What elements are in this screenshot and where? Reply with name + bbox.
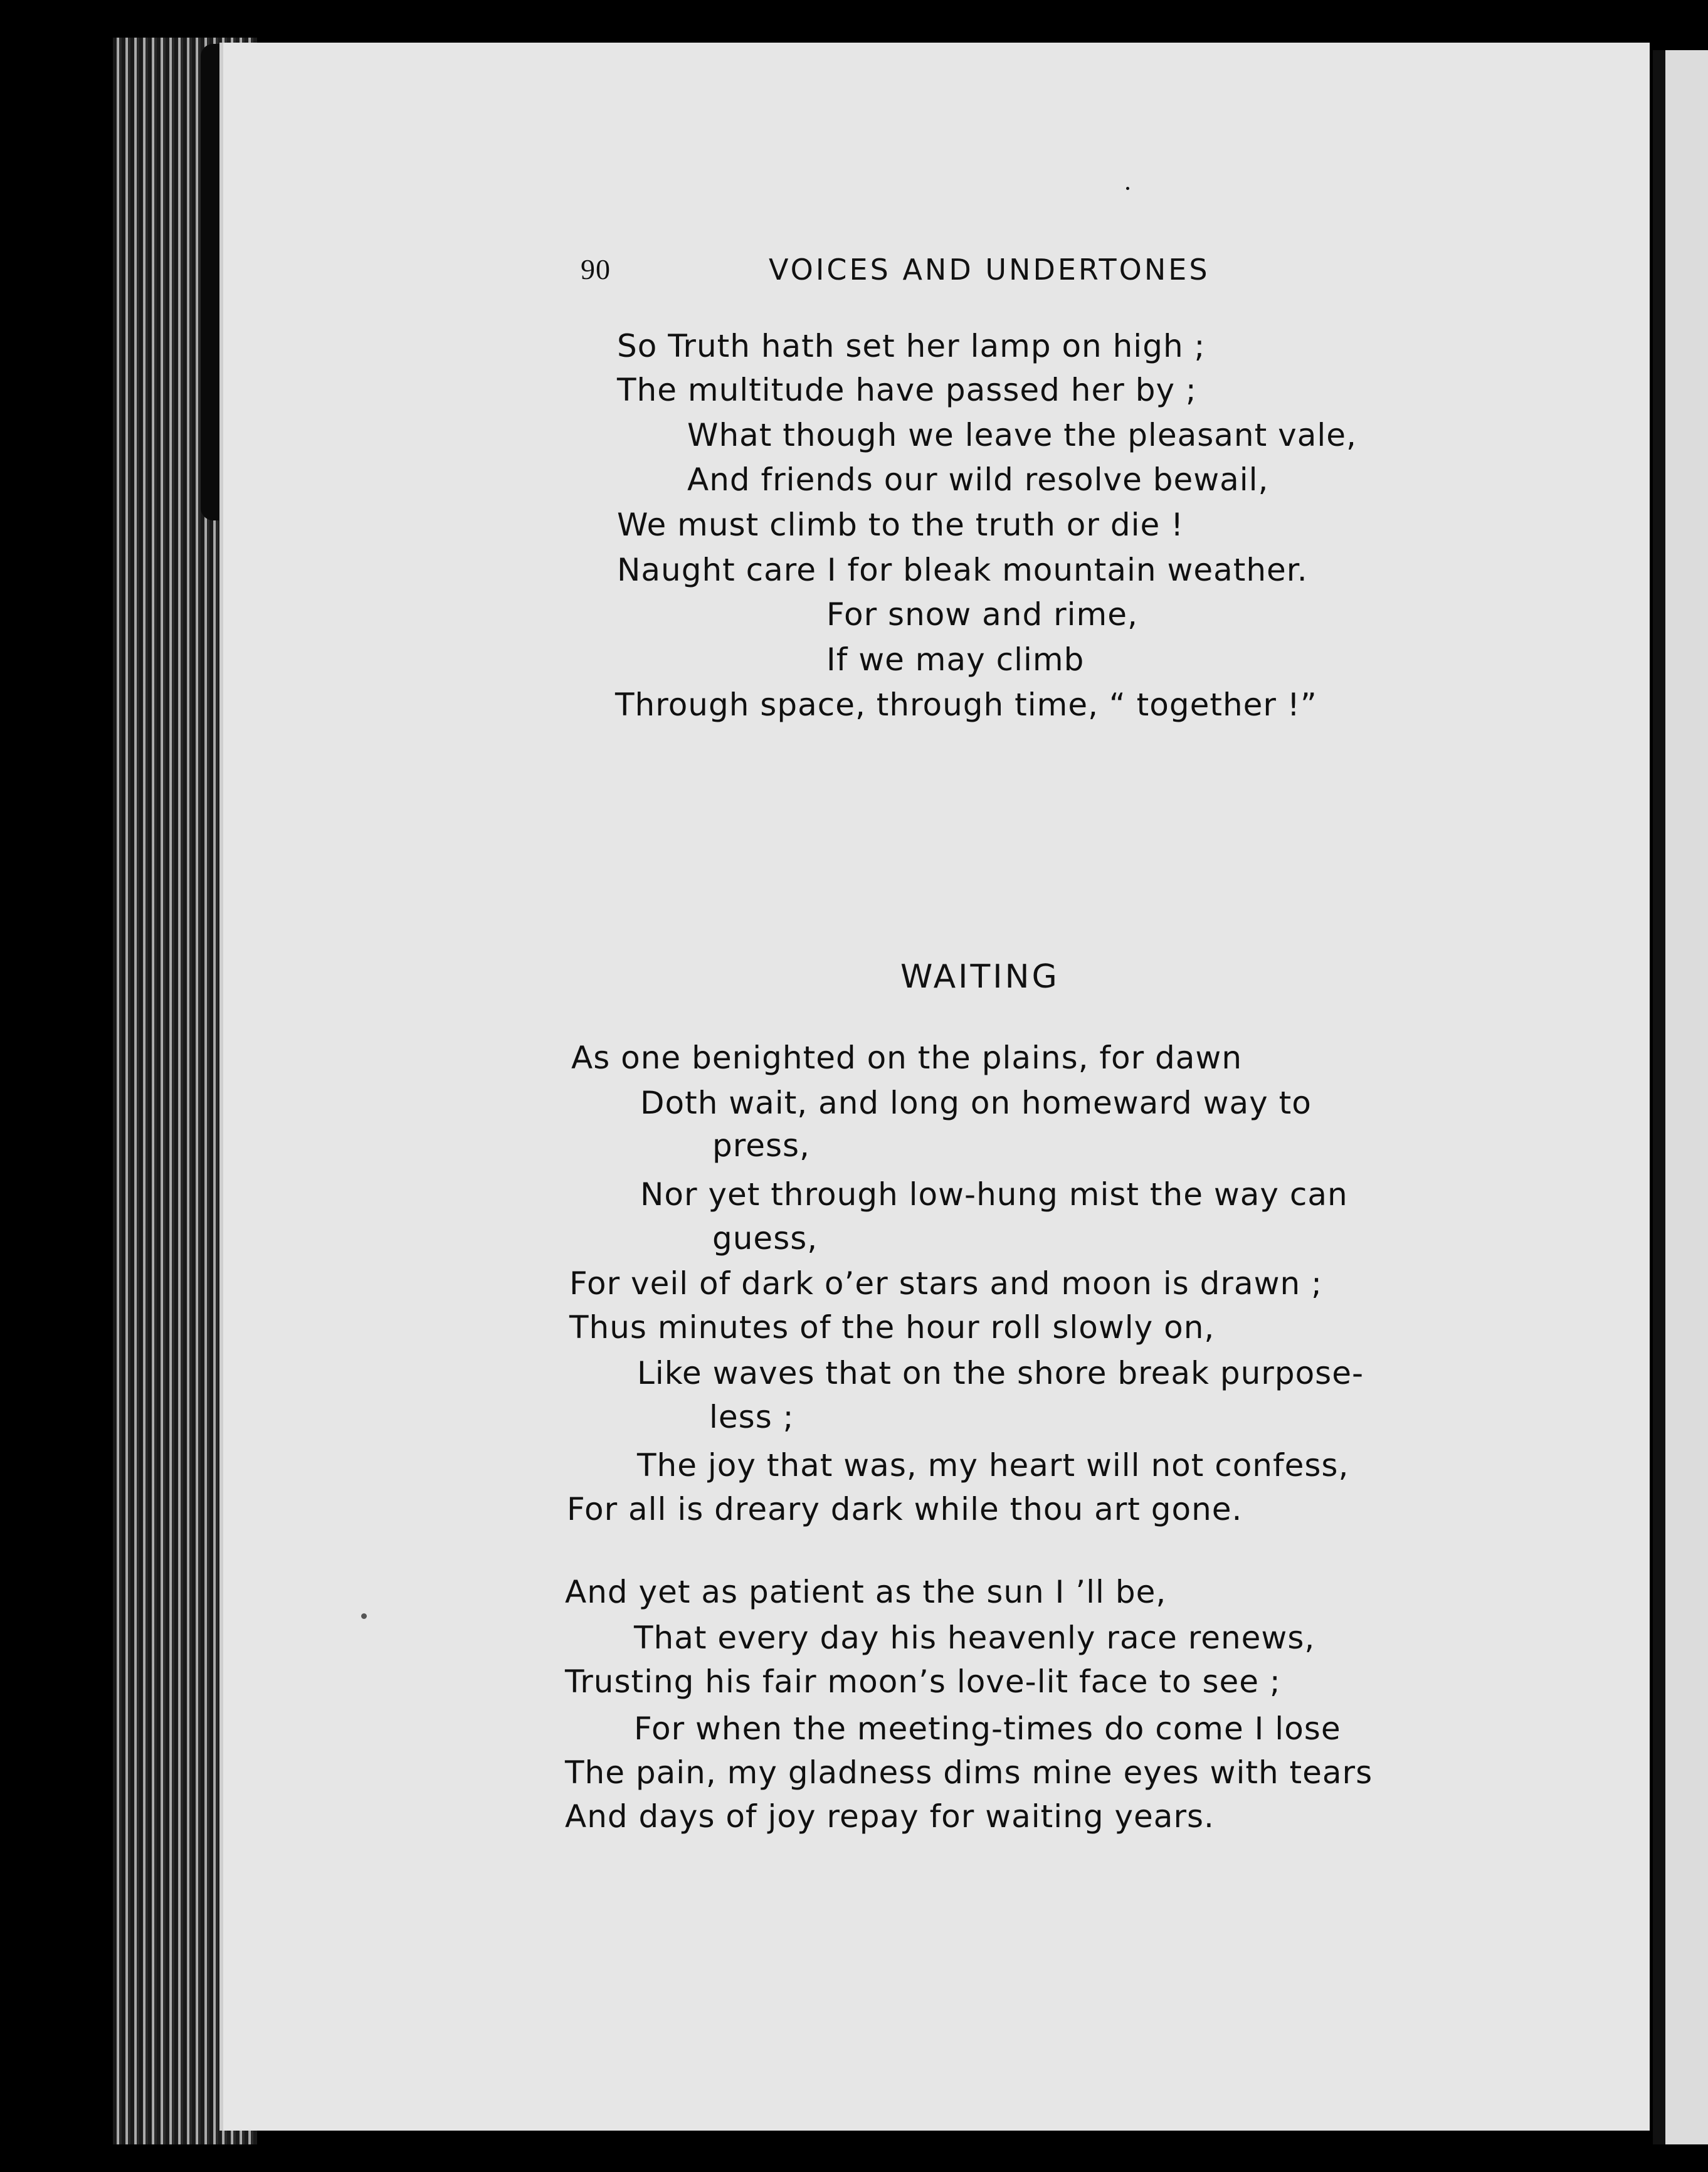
verse-line: For all is dreary dark while thou art gone. bbox=[567, 1491, 1243, 1527]
paper-speck bbox=[361, 1613, 367, 1619]
verse-line: And days of joy repay for waiting years. bbox=[565, 1798, 1215, 1835]
book-page bbox=[219, 43, 1650, 2131]
verse-line: If we may climb bbox=[826, 641, 1085, 678]
verse-line: That every day his heavenly race renews, bbox=[634, 1620, 1315, 1656]
verse-line: Like waves that on the shore break purpose- bbox=[637, 1355, 1364, 1391]
verse-line: Naught care I for bleak mountain weather. bbox=[617, 552, 1308, 588]
verse-line: The joy that was, my heart will not confess, bbox=[637, 1447, 1349, 1484]
verse-line: guess, bbox=[712, 1220, 818, 1257]
verse-line: Thus minutes of the hour roll slowly on, bbox=[569, 1309, 1215, 1346]
verse-line: For snow and rime, bbox=[826, 596, 1138, 633]
verse-line: For when the meeting-times do come I lose bbox=[634, 1711, 1341, 1747]
verse-line: For veil of dark o’er stars and moon is drawn ; bbox=[569, 1265, 1322, 1302]
verse-line: As one benighted on the plains, for dawn bbox=[571, 1040, 1243, 1076]
running-title: VOICES AND UNDERTONES bbox=[769, 253, 1210, 287]
verse-line: Doth wait, and long on homeward way to bbox=[640, 1085, 1312, 1121]
verse-line: Trusting his fair moon’s love-lit face to see ; bbox=[565, 1663, 1281, 1700]
poem-title: WAITING bbox=[900, 958, 1060, 996]
verse-line: press, bbox=[712, 1127, 810, 1164]
page-header bbox=[223, 253, 1650, 303]
page-number: 90 bbox=[581, 253, 611, 285]
verse-line: Nor yet through low-hung mist the way can bbox=[640, 1176, 1348, 1213]
verse-line: The multitude have passed her by ; bbox=[617, 372, 1197, 408]
paper-speck bbox=[1126, 187, 1129, 190]
verse-line: And friends our wild resolve bewail, bbox=[687, 461, 1269, 498]
facing-page-edge bbox=[1653, 50, 1708, 2144]
verse-line: What though we leave the pleasant vale, bbox=[687, 417, 1357, 453]
verse-line: less ; bbox=[709, 1399, 794, 1435]
verse-line: Through space, through time, “ together !” bbox=[615, 687, 1317, 723]
verse-line: So Truth hath set her lamp on high ; bbox=[617, 328, 1206, 364]
verse-line: And yet as patient as the sun I ’ll be, bbox=[565, 1574, 1167, 1610]
verse-line: The pain, my gladness dims mine eyes with tears bbox=[565, 1754, 1373, 1791]
verse-line: We must climb to the truth or die ! bbox=[617, 507, 1184, 543]
